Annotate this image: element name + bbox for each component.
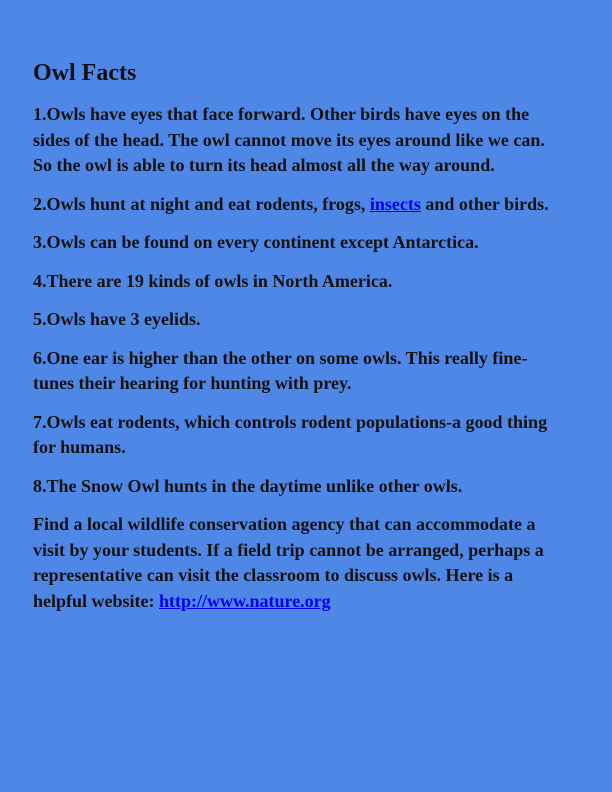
fact-5: 5.Owls have 3 eyelids.	[33, 309, 201, 329]
fact-6: 6.One ear is higher than the other on some owls. This really fine-tunes their hearing for hunting with prey.	[33, 347, 528, 393]
fact-3: 3.Owls can be found on every continent except Antarctica.	[33, 232, 479, 252]
fact-7: 7.Owls eat rodents, which controls rodent populations-a good thing for humans.	[33, 411, 548, 457]
fact-4: 4.There are 19 kinds of owls in North America.	[33, 270, 393, 291]
closing-text: Find a local wildlife conservation agency that can accommodate a visit by your students. If a field trip cannot be arranged, perhaps a representative can visit the classroom to discuss owls. Here is a helpful website:	[33, 514, 544, 611]
page-title: Owl Facts	[33, 60, 137, 86]
website-link[interactable]: http://www.nature.org	[159, 590, 331, 611]
fact-8: 8.The Snow Owl hunts in the daytime unlike other owls.	[33, 475, 463, 496]
fact-2	[33, 192, 552, 218]
insects-link[interactable]: insects	[369, 193, 421, 214]
fact-2-text-after: and other birds.	[420, 193, 549, 214]
fact-2-text-before: 2.Owls hunt at night and eat rodents, frogs,	[33, 193, 370, 214]
fact-1: 1.Owls have eyes that face forward. Other birds have eyes on the sides of the head. The owl cannot move its eyes around like we can. So the owl is able to turn its head almost all the way around.	[33, 104, 545, 175]
closing-paragraph	[33, 512, 552, 614]
